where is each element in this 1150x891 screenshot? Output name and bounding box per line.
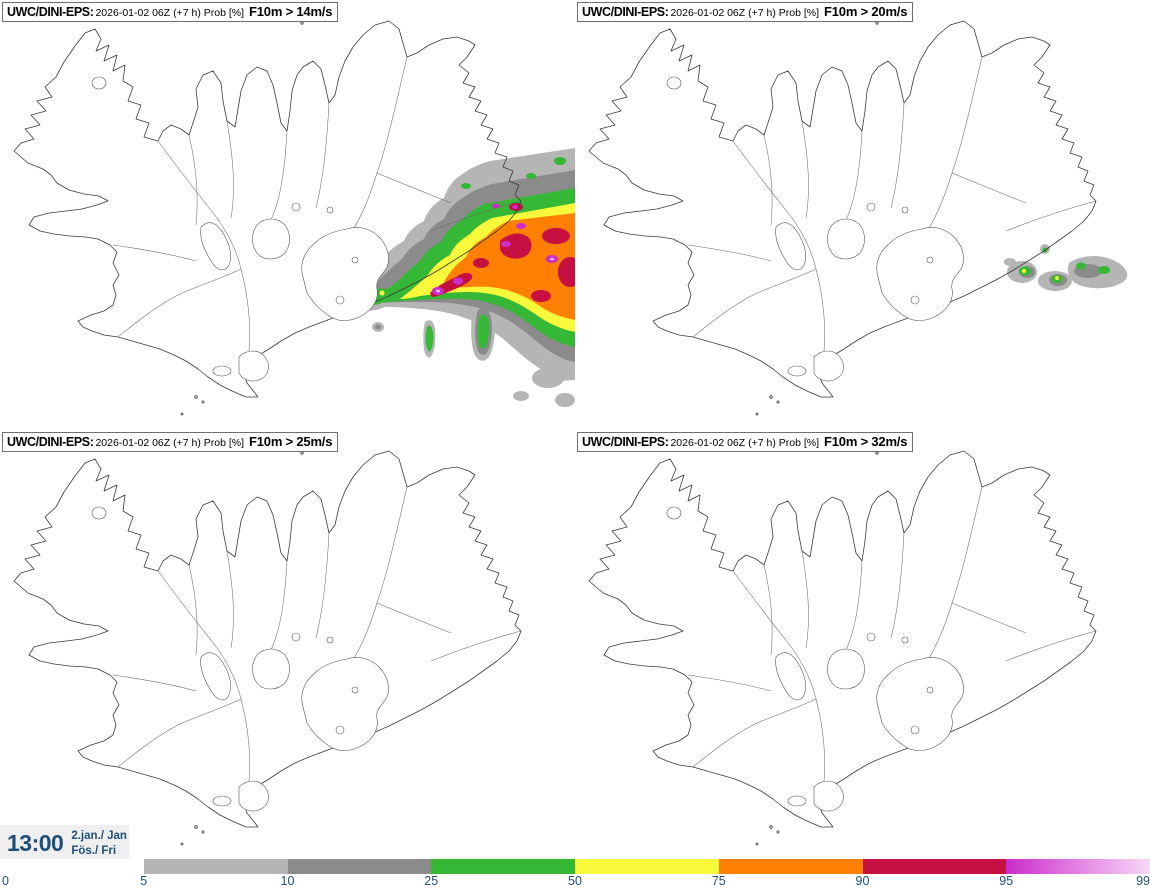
run-info: 2026-01-02 06Z (+7 h) Prob [%] bbox=[95, 7, 245, 19]
colorbar-segment bbox=[144, 859, 288, 874]
valid-time-box bbox=[0, 825, 129, 862]
colorbar-tick-label: 99 bbox=[1136, 874, 1150, 888]
colorbar-tick-label: 5 bbox=[140, 874, 148, 888]
colorbar-track bbox=[0, 859, 1150, 874]
run-info: 2026-01-02 06Z (+7 h) Prob [%] bbox=[95, 437, 245, 449]
valid-date-weekday: Fös./ Fri bbox=[71, 844, 117, 857]
panel-title bbox=[577, 2, 913, 22]
iceland-map bbox=[575, 430, 1150, 860]
threshold-label: F10m > 14m/s bbox=[249, 4, 333, 19]
iceland-map bbox=[575, 0, 1150, 430]
valid-time: 13:00 bbox=[7, 830, 64, 856]
threshold-label: F10m > 20m/s bbox=[824, 4, 908, 19]
panel-title bbox=[2, 2, 338, 22]
panel-title bbox=[577, 432, 913, 452]
model-name: UWC/DINI-EPS: bbox=[7, 435, 94, 449]
model-name: UWC/DINI-EPS: bbox=[582, 435, 669, 449]
model-name: UWC/DINI-EPS: bbox=[582, 5, 669, 19]
run-info: 2026-01-02 06Z (+7 h) Prob [%] bbox=[670, 7, 820, 19]
colorbar-segment bbox=[0, 859, 144, 874]
colorbar-ticks bbox=[0, 873, 1150, 891]
panel-f10m-gt-20ms bbox=[575, 0, 1150, 430]
colorbar-segment bbox=[1006, 859, 1150, 874]
colorbar-tick-label: 75 bbox=[711, 874, 726, 888]
panel-f10m-gt-32ms bbox=[575, 430, 1150, 860]
iceland-map bbox=[0, 0, 575, 430]
colorbar-segment bbox=[719, 859, 863, 874]
threshold-label: F10m > 25m/s bbox=[249, 434, 333, 449]
model-name: UWC/DINI-EPS: bbox=[7, 5, 94, 19]
colorbar-segment bbox=[863, 859, 1007, 874]
colorbar-tick-label: 10 bbox=[280, 874, 295, 888]
panel-title bbox=[2, 432, 338, 452]
colorbar-segment bbox=[575, 859, 719, 874]
valid-date bbox=[71, 829, 127, 859]
threshold-label: F10m > 32m/s bbox=[824, 434, 908, 449]
run-info: 2026-01-02 06Z (+7 h) Prob [%] bbox=[670, 437, 820, 449]
panel-f10m-gt-25ms bbox=[0, 430, 575, 860]
colorbar-segment bbox=[288, 859, 432, 874]
iceland-map bbox=[0, 430, 575, 860]
colorbar-tick-label: 25 bbox=[424, 874, 439, 888]
colorbar-tick-label: 50 bbox=[568, 874, 582, 888]
colorbar-tick-label: 90 bbox=[855, 874, 870, 888]
colorbar-tick-label: 95 bbox=[999, 874, 1014, 888]
valid-date-day: 2.jan./ Jan bbox=[71, 829, 127, 842]
panel-f10m-gt-14ms bbox=[0, 0, 575, 430]
colorbar-tick-label: 0 bbox=[2, 874, 9, 888]
colorbar-segment bbox=[431, 859, 575, 874]
